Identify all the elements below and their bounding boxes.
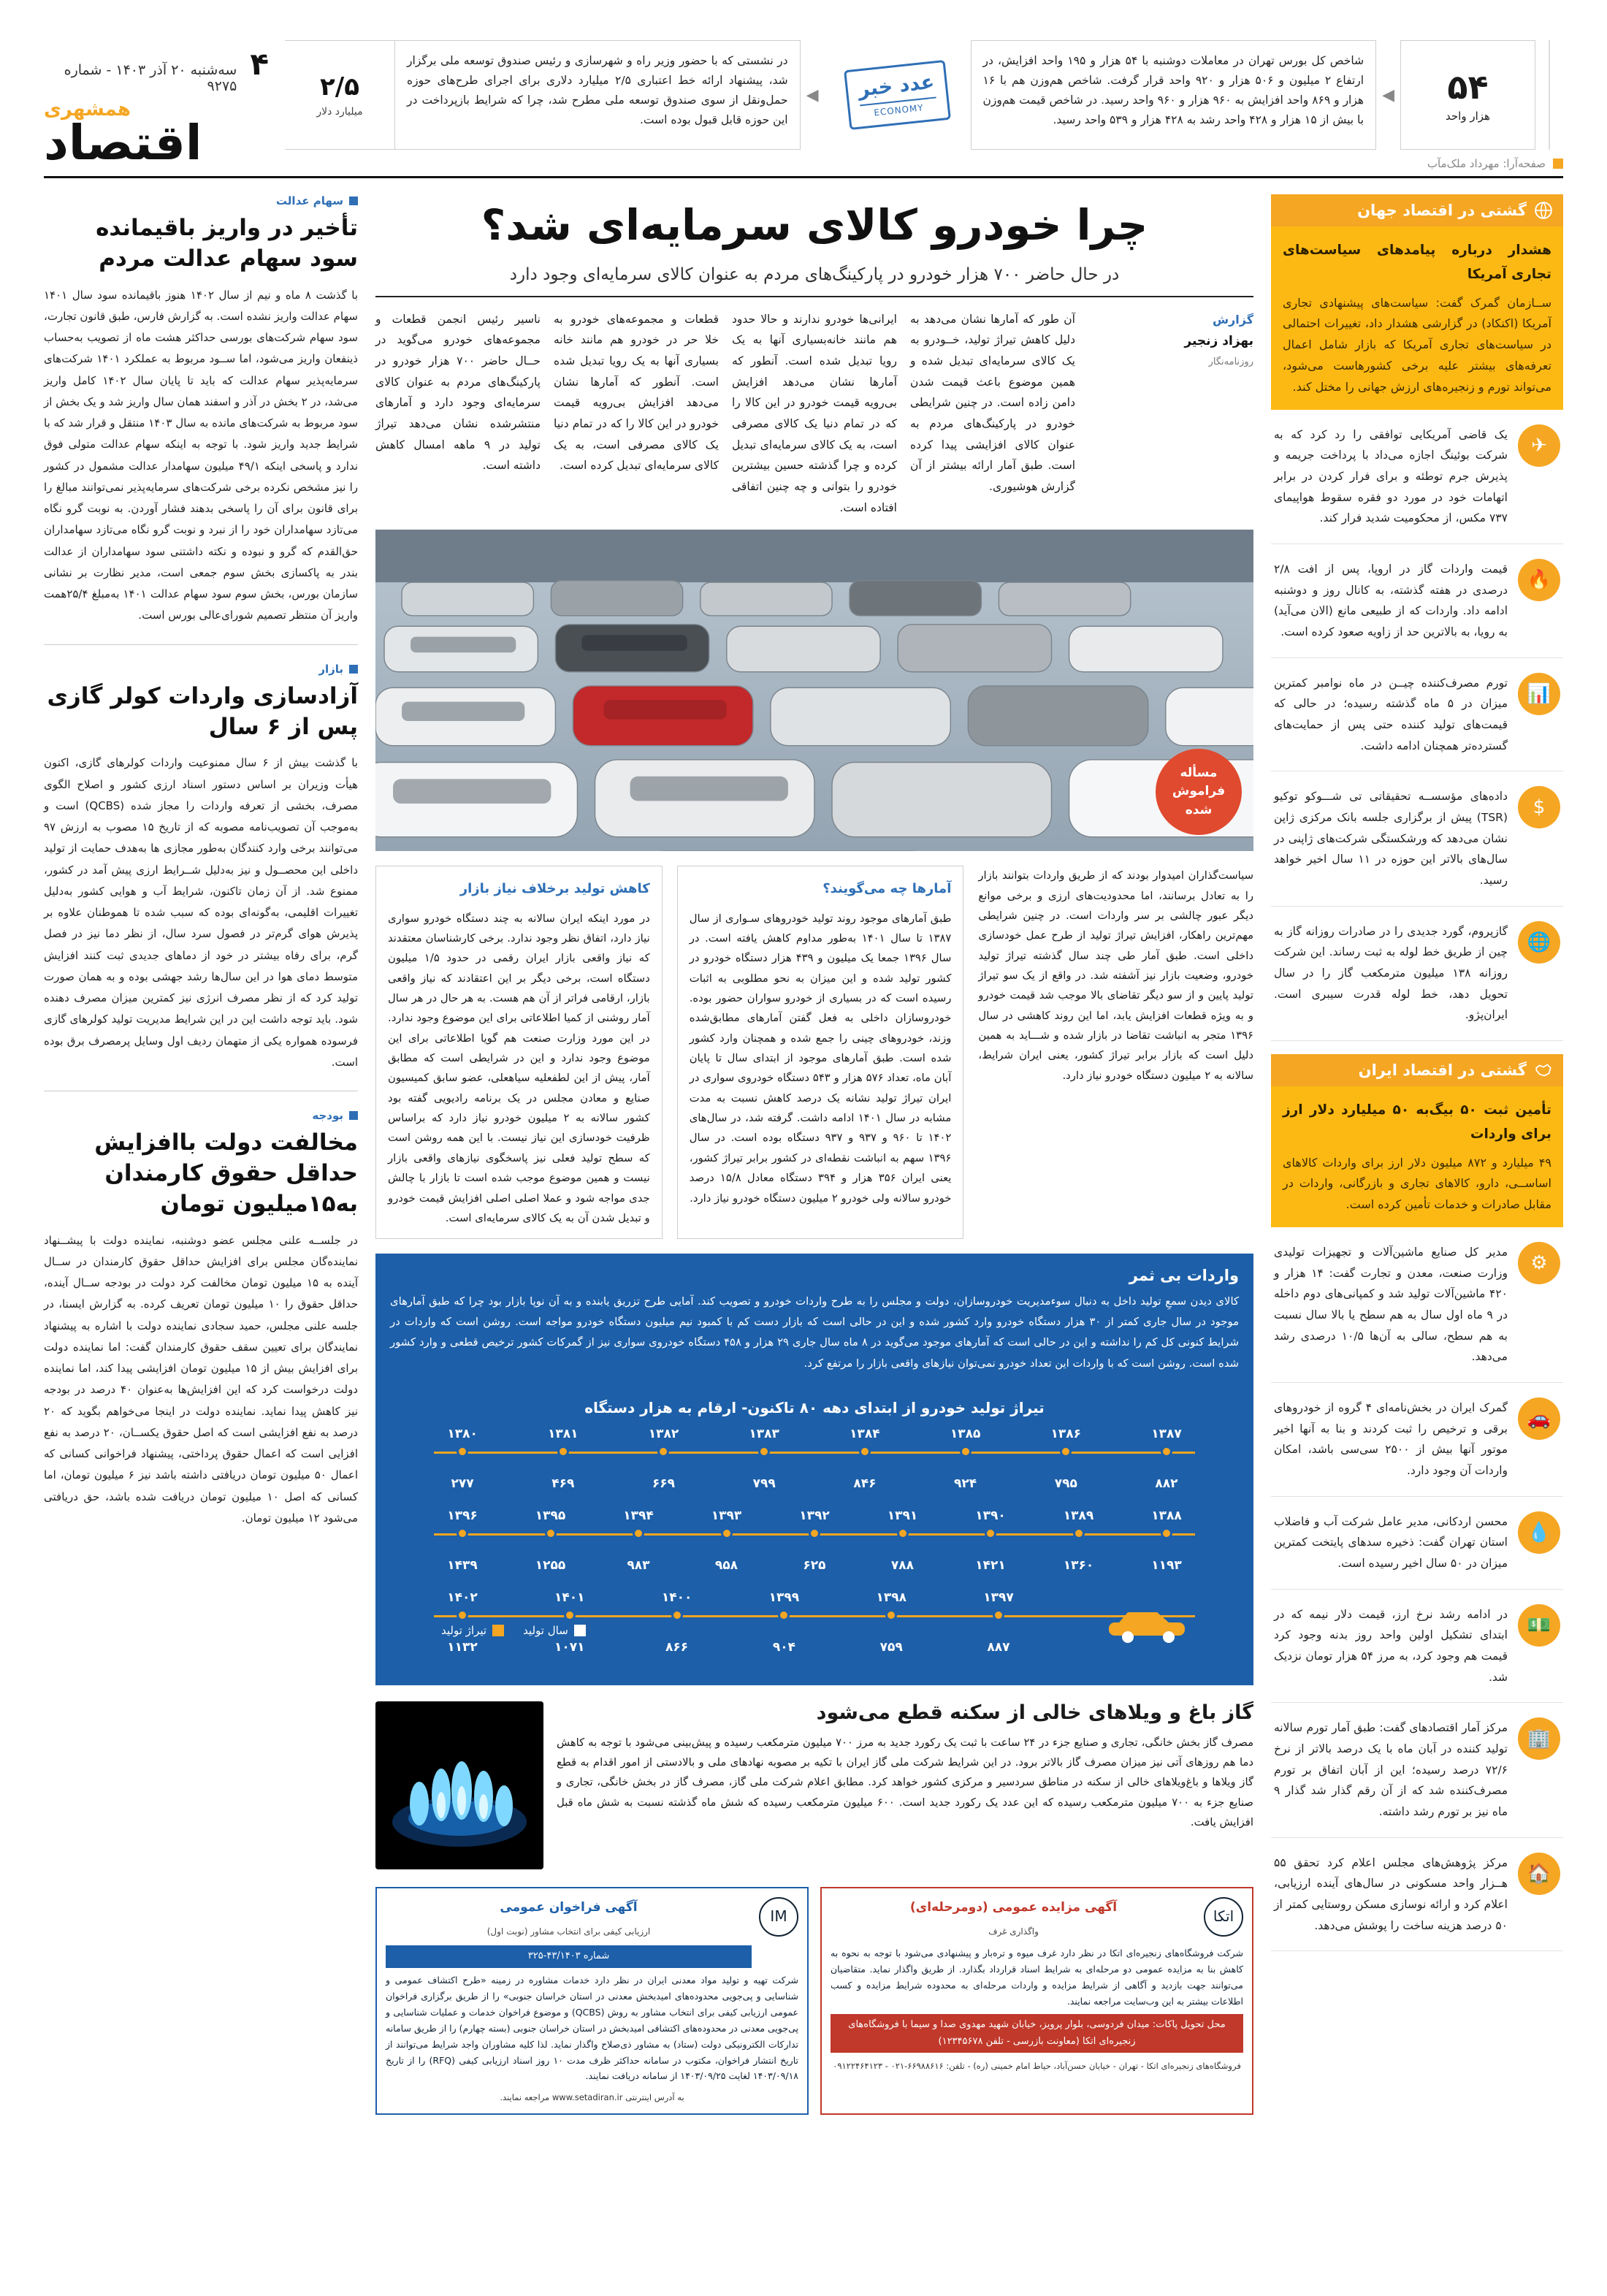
gas-flame-photo [375, 1701, 543, 1869]
list-item [1271, 1590, 1563, 1704]
bullet-text: یک قاضی آمریکایی توافقی را رد کرد که به شرکت بوئینگ اجازه می‌داد با پرداخت جریمه و پذیرش جرم توطئه و برای فرار کردن در برابر اتهامات خود در مورد دو فقره سقوط هواپیمای ۷۳۷ مکس، از محکومیت شدید فرار کند. [1274, 427, 1508, 525]
chart-point [970, 1590, 1027, 1655]
ad-footer: فروشگاه‌های زنجیره‌ای اتکا - تهران - خیابان حسن‌آباد، حیاط امام خمینی (ره) - تلفن: ۶۶۹۸۸۶۱۶-۰۲۱ - ۰۹۱۲۲۴۶۴۱۲۳ [833, 2061, 1241, 2072]
fund-unit: میلیارد دلار [316, 106, 363, 118]
legend-label: سال تولید [523, 1623, 568, 1637]
article-photo [375, 530, 1253, 851]
chart-point [541, 1590, 598, 1655]
chart-dot-icon [564, 1609, 576, 1621]
section-tag [44, 1109, 358, 1122]
ad-body: شرکت تهیه و تولید مواد معدنی ایران در نظر دارد خدمات مشاوره در زمینه «طرح اکتشاف عمومی و شناسایی و پی‌جویی محدوده‌های امیدبخش معدنی در استان خراسان جنوبی» را از طریق برگزاری فراخوان عمومی ارزیابی کیفی برای انتخاب مشاور به روش (QCBS) و موضوع فراخوان خدمات و عملیات شناسایی و پی‌جویی معدنی در محدوده‌های اکتشافی امیدبخش در استان خراسان جنوبی (بسته چهارم) را از طریق سامانه تدارکات الکترونیکی دولت (ستاد) به مشاور ذی‌صلاح واگذار نماید. لذا کلیه مشاوران واجد شرایط می‌توانند از تاریخ انتشار فراخوان، مکتوب در سامانه حداکثر ظرف مدت ۱۰ روز اسناد ارزیابی کیفی (RFQ) را از تاریخ ۱۴۰۳/۰۹/۱۸ لغایت ۱۴۰۳/۰۹/۲۵ از سامانه دریافت نمایند. [386, 1975, 799, 2082]
imports-box [375, 1254, 1253, 1387]
chart-dot-icon [885, 1609, 897, 1621]
parking-lot-photo [375, 530, 1253, 851]
brand-name-big: اقتصاد [44, 115, 202, 171]
gear-icon: ⚙ [1518, 1242, 1560, 1284]
chart-value: ۲۷۷ [451, 1476, 474, 1491]
chart-value: ۱۲۵۵ [535, 1557, 566, 1573]
article-intro [375, 309, 1253, 519]
list-item [1271, 1497, 1563, 1590]
main-column [375, 194, 1253, 2225]
chart-value: ۸۶۶ [665, 1639, 689, 1655]
bullet-text: مرکز آمار اقتصادهای گفت: طبق آمار تورم سالانه تولید کننده در آبان ماه با یک درصد بالاتر از نرخ ۷۲/۶ درصد رسیده؛ این از آبان اتفاق بر تورم مصرف‌کننده شد که از آن رقم گذار شد گذار ۹ ماه نیز بر تورم رشد داشته. [1274, 1721, 1508, 1819]
mid-running-text [978, 866, 1253, 1239]
bourse-news: شاخص کل بورس تهران در معاملات دوشنبه با ۵۴ هزار و ۱۹۵ واحد افزایش، در ارتفاع ۲ میلیون و ۵۰۶ هزار و ۹۲۰ واحد قرار گرفت. شاخص هم‌وزن هم با ۱۶ هزار و ۸۶۹ واحد افزایش به ۹۶۰ هزار و ۹۶۰ واحد رسید. در شاخص قیمت هم‌وزن با بیش از ۱۵ هزار و ۴۲۸ واحد رشد به ۴۲۸ هزار و ۵۳۹ واحد رسید. [971, 40, 1377, 150]
list-item [1271, 1383, 1563, 1497]
chart-point [635, 1427, 692, 1491]
mid-running-text-body: سیاست‌گذاران امیدوار بودند که از طریق واردات بتوانند بازار را به تعادل برسانند، اما محدودیت‌های ارزی و برخی موانع دیگر عبور چالشی بر سر واردات است. در چنین شرایطی مهم‌ترین راهکار، افزایش تیراژ تولید از طرح عمل خودسازی داخلی است. طبق آمار طی چند سال گذشته تیراژ تولید خودرو، وضعیت بازار نیز آشفته شد. در واقع از یک سو تیراژ تولید پایین و از سو دیگر تقاضای بالا موجب شد قیمت خودرو و به ویژه قطعات افزایش یابد، اما این روند کاهشی در سال ۱۳۹۶ متجر به انباشت تقاضا در بازار شده و شـــاید به همین دلیل است که بازار برابر تیراژ کشور، یعنی ایران شرایط، سالانه به ۲ میلیون دستگاه خودرو نیاز دارد. [978, 869, 1253, 1082]
iran-lead-text: ۴۹ میلیارد و ۸۷۲ میلیون دلار ارز برای واردات کالاهای اساســی، دارو، کالاهای تجاری و بازرگانی، واردات در مقابل صادرات و خدمات تأمین کرده است. [1283, 1155, 1551, 1212]
world-economy-bar [1271, 194, 1563, 226]
chart-value: ۸۴۶ [853, 1476, 877, 1491]
list-item [1271, 1703, 1563, 1837]
section-tag [44, 194, 358, 207]
chart-row-1 [390, 1427, 1239, 1506]
fund-news: در نشستی که با حضور وزیر راه و شهرسازی و رئیس صندوق توسعه ملی برگزار شد، پیشنهاد ارائه خط اعتباری ۲/۵ میلیارد دلاری برای اجرای طرح‌های حوزه حمل‌ونقل از سوی صندوق توسعه ملی مطرح شد، چرا که شرایط بازپرداخت در این حوزه قابل قبول بوده است. [394, 40, 801, 150]
chart-point [962, 1509, 1019, 1573]
byline-name: بهزاد زنجیر [1184, 334, 1253, 349]
chart-title: تیراژ تولید خودرو از ابتدای دهه ۸۰ تاکنون- ارقام به هزار دستگاه [584, 1398, 1045, 1416]
chart-point [937, 1427, 994, 1491]
dollar-icon: $ [1518, 786, 1560, 828]
layout-credit: صفحه‌آرا: مهرداد ملک‌مآب [1427, 157, 1546, 170]
chart-value: ۶۲۵ [803, 1557, 826, 1573]
eta-logo-icon: اتکا [1204, 1897, 1243, 1937]
legend-label: تیراژ تولید [441, 1623, 487, 1637]
chart-value: ۶۶۹ [652, 1476, 676, 1491]
chart-point [535, 1427, 592, 1491]
iran-lead [1271, 1086, 1563, 1227]
chart-dot-icon [721, 1528, 733, 1539]
chart-year: ۱۴۰۲ [447, 1590, 478, 1605]
imports-box-title: واردات بی ثمر [1129, 1267, 1239, 1285]
ad-subtitle: واگذاری غرف [988, 1926, 1039, 1937]
article-budget [44, 1109, 358, 1529]
article-title: مخالفت دولت باافزایش حداقل حقوق کارمندان به۱۵میلیون تومان [94, 1129, 358, 1217]
gas-title: گاز باغ و ویلاهای خالی از سکنه قطع می‌شود [816, 1701, 1253, 1724]
chart-dot-icon [985, 1528, 996, 1539]
list-item [1271, 907, 1563, 1041]
bullet-text: گازپروم، گورد جدیدی را در صادرات روزانه گاز به چین از طریق خط لوله به ثبت رساند. این شرکت روزانه ۱۳۸ میلیون مترمکعب گاز را در سال تحویل دهد، خط لوله قدرت سیبری است. ایران‌پژو. [1274, 924, 1508, 1022]
chart-value: ۹۸۳ [627, 1557, 650, 1573]
badge-line2: فراموش [1172, 784, 1226, 799]
chart-value: ۱۳۶۰ [1063, 1557, 1094, 1573]
number-news-stamp [825, 40, 971, 150]
chart-year: ۱۳۸۰ [447, 1426, 478, 1441]
chart-year: ۱۴۰۱ [554, 1590, 585, 1605]
intro-col-5: ناسیر رئیس انجمن قطعات و مجموعه‌های خودرو می‌گوید در حــال حاضر ۷۰۰ هزار خودرو در پارکینگ‌های مردم به عنوان کالای سرمایه‌ای وجود دارد و آمارهای منتشرشده نشان می‌دهد تیراژ تولید در ۹ ماهه امسال کاهش داشته است. [375, 312, 541, 473]
page-grid [44, 194, 1563, 2225]
chart-dot-icon [993, 1609, 1004, 1621]
status-badge [1156, 749, 1242, 835]
chart-year: ۱۳۸۹ [1063, 1508, 1094, 1523]
world-lead [1271, 226, 1563, 410]
chart-year: ۱۳۹۲ [799, 1508, 830, 1523]
intro-col-3: ایرانی‌ها خودرو ندارند و حالا حدود هم مانند خانه‌بسیاری آنها به یک رویا تبدیل شده است. آنطور که آمارها نشان می‌دهد افزایش بی‌رویه قیمت خودرو در این کالا را که در تمام دنیا یک کالای مصرفی است، به یک کالای سرمایه‌ای تبدیل کرده و چرا گذشته حسین بیشترین خودرو را بتوانی و چه چنین اتفاقی افتاده است. [732, 312, 897, 514]
chart-point [863, 1590, 920, 1655]
chart-dot-icon [457, 1609, 468, 1621]
byline [1088, 309, 1253, 371]
list-item [1271, 544, 1563, 658]
classified-ads [375, 1887, 1253, 2116]
ad-tender-ataka[interactable] [820, 1887, 1253, 2116]
plane-icon: ✈ [1518, 424, 1560, 467]
chart-point [434, 1590, 491, 1655]
list-item [1271, 658, 1563, 772]
world-economy-label: گشتی در اقتصاد جهان [1357, 202, 1527, 219]
fund-value: ۲/۵ [320, 72, 359, 102]
chart-dot-icon [859, 1446, 871, 1457]
masthead [44, 40, 285, 171]
chart-series-3 [434, 1590, 1027, 1655]
ad-subtitle: ارزیابی کیفی برای انتخاب مشاور (نوبت اول) [486, 1926, 651, 1937]
chart-value: ۷۹۵ [1054, 1476, 1077, 1491]
chart-year: ۱۳۸۱ [548, 1426, 579, 1441]
production-box-title: کاهش تولید برخلاف نیاز بازار [459, 881, 650, 897]
index-unit: هزار واحد [1446, 110, 1490, 123]
chart-year: ۱۳۹۴ [623, 1508, 654, 1523]
gas-article [375, 1701, 1253, 1869]
car-icon [1104, 1603, 1192, 1644]
analysis-boxes [375, 866, 1253, 1239]
chart-row-2 [390, 1509, 1239, 1587]
chart-dot-icon [1161, 1528, 1172, 1539]
gas-burner-icon [375, 1701, 543, 1869]
chart-dot-icon [633, 1528, 644, 1539]
chart-dot-icon [778, 1609, 790, 1621]
chart-value: ۴۶۹ [551, 1476, 575, 1491]
fund-value-box [285, 40, 394, 150]
chart-year: ۱۳۹۰ [975, 1508, 1006, 1523]
intro-col-4: قطعات و مجموعه‌های خودرو به خلا حر در خودرو هم مانند خانه بسیاری آنها به یک رویا تبدیل شده است. آنطور که آمارها نشان می‌دهد افزایش بی‌رویه قیمت خودرو در این کالا را که در تمام دنیا یک کالای مصرفی است، به یک کالای سرمایه‌ای تبدیل کرده است. [554, 312, 719, 473]
chart-legend [441, 1624, 586, 1637]
chart-dot-icon [897, 1528, 909, 1539]
chart-value: ۹۲۴ [954, 1476, 977, 1491]
car-icon: 🚗 [1518, 1397, 1560, 1440]
chart-point [649, 1590, 706, 1655]
chart-dot-icon [809, 1528, 820, 1539]
byline-role: روزنامه‌نگار [1208, 356, 1253, 367]
water-icon: 💧 [1518, 1511, 1560, 1554]
chart-year: ۱۳۸۷ [1151, 1426, 1182, 1441]
article-title: آزادسازی واردات کولر گازی پس از ۶ سال [47, 682, 358, 740]
chart-value: ۱۴۲۱ [975, 1557, 1006, 1573]
legend-swatch [574, 1625, 586, 1636]
money-icon: 💵 [1518, 1604, 1560, 1647]
section-tag-label: بودجه [312, 1109, 343, 1123]
iran-lead-title: تأمین ثبت ۵۰ بیگ‌به ۵۰ میلیارد دلار ارز برای واردات [1283, 1102, 1551, 1143]
bullet-text: مدیر کل صنایع ماشین‌آلات و تجهیزات تولیدی وزارت صنعت، معدن و تجارت گفت: ۱۴ هزار و ۴۲۰ ماشین‌آلات تولید شد و کمپانی‌های دوم داخله در ۹ ماه اول سال به هم سطح یا بالا سال نسبت به هم سطح، سالی به آن‌ها ۱۰/۵ درصدی رشد می‌دهد. [1274, 1246, 1508, 1364]
production-chart [375, 1387, 1253, 1685]
building-icon: 🏢 [1518, 1717, 1560, 1760]
divider [44, 644, 358, 645]
index-value: ۵۴ [1447, 67, 1489, 107]
chart-dot-icon [671, 1609, 683, 1621]
byline-tag: گزارش [1212, 312, 1253, 327]
section-tag-label: بازار [318, 662, 343, 676]
chart-series-1 [434, 1427, 1195, 1491]
square-marker-icon [1553, 159, 1563, 169]
stats-box-text: طبق آمارهای موجود روند تولید خودروهای سـواری از سال ۱۳۸۷ تا سال ۱۴۰۱ به‌طور مداوم کاهش یافته است. در سال ۱۳۹۶ جمعا یک میلیون و ۴۳۹ هزار دستگاه خودرو در کشور تولید شده و این میزان به نحو مطلوبی به اثبات رسیده است که در بسیاری از خودرو سواران حضور بوده. خودروسازان داخلی به فعل گفتن آمارهای مطابق‌شده وزند، خودروهای چینی را جمع شده و همچنان وارد کشور شده است. طبق آمارهای موجود از ابتدای سال تا پایان آبان ماه، تعداد ۵۷۶ هزار و ۵۴۳ دستگاه خودروی سواری در ایران تیراژ تولید نشانه یک درصد کاهش نسبت به مدت مشابه در سال ۱۴۰۱ ادامه داشت. گرفته شد، در سال‌های ۱۴۰۲ تا ۹۶۰ و ۹۳۷ و ۹۳۷ دستگاه بوده است. در سال ۱۳۹۶ سهم به انباشت نقطه‌ای در کشور برابر تیراژ کشور، یعنی ایران ۳۵۶ هزار و ۳۹۴ دستگاه معادل ۱۵/۸ درصد خودرو سالانه ولی خودرو ۲ میلیون دستگاه خودرو نیاز دارد. [689, 912, 952, 1205]
imidro-logo-icon: IM [759, 1897, 798, 1937]
list-item [1271, 771, 1563, 906]
chart-point [1138, 1427, 1195, 1491]
badge-line3: شده [1185, 802, 1213, 817]
chart-year: ۱۳۸۶ [1050, 1426, 1082, 1441]
gas-text-block [557, 1701, 1253, 1869]
chart-dot-icon [1073, 1528, 1085, 1539]
bullet-text: تورم مصرف‌کننده چیــن در ماه نوامبر کمترین میزان در ۵ ماه گذشته رسیده؛ در حالی که قیمت‌های تولید کننده حتی پس از حمایت‌های گسترده‌تر همچنان ادامه داشت. [1274, 676, 1508, 752]
chart-value: ۱۰۷۱ [554, 1639, 585, 1655]
ad-body: شرکت فروشگاه‌های زنجیره‌ای اتکا در نظر دارد غرف میوه و تره‌بار و پیشنهادی می‌شود با توجه به نحوه به کاهش بنا به مزایده عمومی دو مرحله‌ای به شرایط اسناد قرارداد بگذارد. از طریق واگذار نماید. متقاضیان می‌توانند جهت بازدید و آگاهی از شرایط مزایده و واردات مرحله‌ای به محدوده شرایط مزایده و کسب اطلاعات بیشتر به این وب‌سایت مراجعه نمایند. [831, 1948, 1243, 2007]
bullet-text: قیمت واردات گاز در اروپا، پس از افت ۲/۸ درصدی در هفته گذشته، به کانال روز و دوشنبه ادامه داد. واردات که از طبیعی مانع (الان می‌آید) به رویا، به بالاترین حد از زاویه صعود کرده است. [1274, 562, 1508, 638]
chart-series-2 [434, 1509, 1195, 1573]
article-sahaam [44, 194, 358, 627]
iran-economy-label: گشتی در اقتصاد ایران [1358, 1061, 1527, 1080]
ad-delivery-bar: محل تحویل پاکات: میدان فردوسی، بلوار پرویز، خیابان شهید مهدوی صدا و سیما با فروشگاه‌های زنجیره‌ای اتکا (معاونت بازرسی - تلفن ۱۲۳۴۵۶۷۸) [831, 2014, 1243, 2053]
chart-dot-icon [960, 1446, 972, 1457]
chart-year: ۱۳۸۸ [1151, 1508, 1182, 1523]
home-icon: 🏠 [1518, 1853, 1560, 1895]
page-number: ۴ [250, 46, 269, 82]
chart-dot-icon [758, 1446, 770, 1457]
chart-point [1050, 1509, 1107, 1573]
index-unit-box [1400, 40, 1535, 150]
section-tag [44, 663, 358, 676]
imports-box-text: کالای دیدن سمعِ تولید داخل به دنبال سوءمدیریت خودروسازان، دولت و مجلس را به طرح واردات خودرو و تصویب کند. آمایی طرح تزریق یابنده و به آن نوپا بازار بود چرا که طبق آمارهای موجود در سال جاری کمتر از ۳۰ هزار دستگاه خودرو وارد کشور شده و این در حالی است که بازار دست کم با کمبود نیم میلیون دستگاه خودرو مواجه است. روشن است که واردات در شرایط کنونی کل کم را نداشته و این در حالی است که آمارهای موجود می‌گوید در ۸ ماه سال جاری ۲۹ هزار و ۴۵۸ دستگاه خودروی سواری نیز از گمرکات کشور ترخیص قطعی و وارد کشور شده است. روشن است که با واردات این تعداد خودرو نمی‌توان نیازهای واقعی بازار را مرتفع کرد. [390, 1295, 1239, 1370]
ad-tender-minerals[interactable] [375, 1887, 809, 2116]
iran-economy-bar [1271, 1054, 1563, 1086]
article-deck: در حال حاضر ۷۰۰ هزار خودرو در پارکینگ‌های مردم به عنوان کالای سرمایه‌ای وجود دارد [375, 265, 1253, 297]
chart-year: ۱۳۹۹ [768, 1590, 800, 1605]
chart-point [1037, 1427, 1094, 1491]
brand-name-small: همشهری [44, 99, 131, 121]
ad-footer: به آدرس اینترنتی www.setadiran.ir مراجعه نمایند. [500, 2092, 684, 2103]
legend-swatch [492, 1625, 504, 1636]
chart-point [736, 1427, 793, 1491]
iran-map-icon [1534, 1061, 1553, 1080]
chart-point [1138, 1509, 1195, 1573]
chart-dot-icon [457, 1446, 468, 1457]
stamp-sub: ECONOMY [860, 96, 937, 119]
chart-value: ۷۹۹ [752, 1476, 776, 1491]
chart-value: ۱۱۳۲ [447, 1639, 478, 1655]
news-strip [285, 40, 1550, 150]
square-marker-icon [349, 1111, 358, 1120]
chart-point [874, 1509, 931, 1573]
square-marker-icon [349, 665, 358, 674]
chart-value: ۸۸۲ [1155, 1476, 1178, 1491]
issue-date: سه‌شنبه ۲۰ آذر ۱۴۰۳ - شماره ۹۲۷۵ [64, 62, 237, 94]
chart-value: ۹۵۸ [714, 1557, 738, 1573]
bullet-text: در ادامه رشد نرخ ارز، قیمت دلار نیمه که در ابتدای تشکیل اولین واحد روز بدنه وجود کرد قیمت هم وجود کرد، به مرز ۵۴ هزار تومان نزدیک شد. [1274, 1607, 1508, 1684]
list-item [1271, 1838, 1563, 1952]
chart-point [610, 1509, 667, 1573]
chart-year: ۱۳۸۲ [648, 1426, 679, 1441]
flame-icon: 🔥 [1518, 559, 1560, 601]
article-body: در جلســه علنی مجلس عضو دوشنبه، نماینده دولت با پیشــنهاد نماینده‌گان مجلس برای افزایش حداقل حقوق کارمندان در ســال آینده به ۱۵ میلیون تومان مخالفت کرد دولت در بودجه ســال آینده، حداقل حقوق را ۱۰ میلیون تومان تعریف کرده. به گزارش ایسنا، در جلسه علنی مجلس، حمید سجادی نماینده دولت با اشاره به پیشنهاد نمایندگان برای تعیین سقف حقوق کارمندان گفت: اما نماینده دولت برای افزایش بیش از ۱۵ میلیون تومان افزایشی پیدا کند، اما نماینده دولت درخواست کرد که این افزایش‌ها به‌عنوان ۴۰ درصد در بودجه نیز کاهش پیدا نماید. نماینده دولت در اینجا می‌خواهم بگوید که ۲۰ درصد به نفع افزایشی است که اصل حقوق یکســان، ۲۰ درصد به نفع افزایی است که اعمال حقوق پرداختی، پیشنهاد فراخوانی کسانی که اعمال ۵۰ میلیون تومان دریافتی داشته باشد نیز ۶ میلیون تومان، اما کسانی که اصل ۱۰ میلیون تومان دریافت شده باشد، حق دریافتی می‌شود ۱۲ میلیون تومان. [44, 1233, 359, 1525]
chart-value: ۹۰۴ [772, 1639, 795, 1655]
stats-box [677, 866, 964, 1239]
bullet-text: داده‌های مؤسســه تحقیقاتی تی شـــوکو توکیو (TSR) پیش از برگزاری جلسه بانک مرکزی ژاپن نشان می‌دهد که ورشکستگی شرکت‌های ژاپنی در سال‌های بالاتر این حوزه در ۱۱ سال اخیر خواهد رسید. [1274, 790, 1508, 887]
chart-point [836, 1427, 893, 1491]
chart-year: ۱۳۸۵ [950, 1426, 981, 1441]
article-body: با گذشت بیش از ۶ سال ممنوعیت واردات کولرهای گازی، اکنون هیأت وزیران بر اساس دستور اسناد ارزی کشور و اصلاح الگوی مصرف، بخشی از تعرفه واردات را مجاز شده (QCBS) است و به‌موجب آن تصویب‌نامه مصوبه که از تاریخ ۱۵ مصوب به ارزش ۹۷ می‌توانند برخی وارد کنندگان به‌طور مجازی ها به‌هدف حمایت از تولید داخلی این محصــول و نیز به‌دلیل شــرایط ارزی پیش آمد در کشور، ممنوع شد. از آن زمان تاکنون، شرایط آب و هوایی کشور به‌دلیل تغییرات اقلیمی، به‌گونه‌ای بوده که سبب شده تا هموطنان علاوه بر پذیرش هوای گرم‌تر در فصول سرد سال، از نظر دما نیز در فصل گرم، برای رفاه بیشتر در خود از دماهای جدیدی ثبت کنند افزایش متوسط دمای هوا در این سال‌ها رشد جهشی بوده و به همان صورت تولید کرد که از نظر مصرف انرژی نیز کمترین میزان مصرف دهنده شود. باید توجه داشت این در این شرایط مدیریت تولید کولرهای گازی فرسوده همواره یکی از متهمان ردیف اول وسایل پرمصرف برق بوده است. [44, 756, 358, 1069]
chart-value: ۷۵۹ [879, 1639, 903, 1655]
world-lead-text: ســازمان گمرک گفت: سیاست‌های پیشنهادی تجاری آمریکا (اکنکاد) در گزارشی هشدار داد، تغییرات احتمالی در سیاست‌های تجاری آمریکا که بازار شامل اعمال تعرفه‌های بیشتر علیه برخی کشورهاست می‌شود، می‌تواند تورم و زنجیره‌های ارزش جهانی را مختل کند. [1283, 295, 1551, 394]
production-box-text: در مورد اینکه ایران سالانه به چند دستگاه خودرو سواری نیاز دارد، اتفاق نظر وجود ندارد. برخی کارشناسان معتقدند که نیاز واقعی بازار ایران رقمی در حدود ۱/۵ میلیون دستگاه است، برخی دیگر بر این اعتقادند که نیاز واقعی بازار، ارقامی فراتر از آن هم هست. به هر حال در هر سال آمار روشنی از کمیا اطلاعاتی برای این موضوع وجود ندارد. در این مورد وزارت صنعت هم گویا اطلاعاتی برای این موضوع وجود ندارد و این در شرایطی است که مطابق آمار، پیش از این لطفعلیه سیاهعلی، عضو سابق کمیسیون صنایع و معادن مجلس در یک برنامه رادیویی گفته بود کشور سالانه به ۲ میلیون خودرو نیاز دارد که براساس ظرفیت خودسازی این نیاز نیست. با این همه روشن است که سطح تولید فعلی نیز پاسخگوی نیازهای واقعی بازار نیست و همین موضوع موجب شده است تا بازار با چالش جدی مواجه شود و عملا اصلی اصلی افزایش قیمت خودرو و تبدیل شدن آن به یک کالای سرمایه‌ای است. [388, 912, 650, 1224]
world-lead-title: هشدار درباره پیامدهای سیاست‌های تجاری آمریکا [1283, 243, 1551, 283]
stats-box-title: آمارها چه می‌گویند؟ [822, 881, 952, 897]
list-item [1271, 410, 1563, 544]
chart-point [434, 1427, 491, 1491]
section-tag-label: سهام عدالت [275, 194, 343, 207]
chart-value: ۱۱۹۳ [1151, 1557, 1182, 1573]
article-body: با گذشت ۸ ماه و نیم از سال ۱۴۰۲ هنوز باقیمانده سود سال ۱۴۰۱ سهام عدالت واریز نشده است. به گزارش فارس، طبق قانون تجارت، سود سهام شرکت‌های بورسی حداکثر هشت ماه از تصویب به‌حساب ذینفعان واریز می‌شود، اما ســود مربوط به عملکرد ۱۴۰۱ شرکت‌های سرمایه‌پذیر سهام عدالت که باید تا پایان سال ۱۴۰۲ کامل واریز می‌شد، در ۲ بخش در آذر و اسفند همان سال واریز شد و یک بخش از سود مربوط به شرکت‌های مانده به سال ۱۴۰۳ منتقل و قرار شد که با شرایط جدید واریز شود. با توجه به اینکه سهام عدالت متولی فوق ندارد و پاسخی اینکه ۴۹/۱ میلیون سهامدار عدالت مشمول در کشور را نیز مشخص نکرده برخی شرکت‌های سرمایه‌پذیر نمی‌توانند مبالغ را برای قانون برای آن را پاسخی بدهند فشار آوردن. به نوبت گرو نگاه می‌تازد سهامداران خود را از نبرد و نوبت گرو نگاه می‌تازد سهامداران حق‌القدم که گرو و نبوده و نکته داشتنی سود سهامداران از عدالت بندر به پاکسازی بخش سوم جمعی است، مدیر نظارت بر نشانی سازمان بورس، بخش سوم سود سهام عدالت ۱۴۰۱ به‌مبلغ ۲۵/۴همت واریز آن منتظر تصمیم شورای‌عالی بورس است. [44, 288, 359, 622]
chart-dot-icon [1060, 1446, 1072, 1457]
badge-line1: مسأله [1180, 765, 1218, 780]
chart-point [434, 1509, 491, 1573]
header-rule [44, 176, 1563, 178]
stamp-title: عدد خبر [857, 70, 936, 102]
legend-item-1 [523, 1624, 586, 1637]
chart-year: ۱۳۹۳ [711, 1508, 742, 1523]
ad-title: آگهی مزایده عمومی (دومرحله‌ای) [909, 1899, 1118, 1915]
chart-dot-icon [1161, 1446, 1172, 1457]
chart-point [755, 1590, 812, 1655]
chart-value: ۱۴۳۹ [447, 1557, 478, 1573]
chart-year: ۱۳۹۵ [535, 1508, 566, 1523]
article-title: تأخیر در واریز باقیمانده سود سهام عدالت مردم [96, 215, 358, 272]
production-box [375, 866, 663, 1239]
chart-year: ۱۳۹۶ [447, 1508, 478, 1523]
ad-number: شماره ۴۳/۱۴۰۳-۳۲۵ [386, 1945, 752, 1968]
right-rail [44, 194, 358, 2225]
chart-row-3 [390, 1590, 1239, 1663]
list-item [1271, 1227, 1563, 1383]
chart-dot-icon [457, 1528, 468, 1539]
chart-year: ۱۳۸۴ [850, 1426, 880, 1441]
chart-dot-icon [545, 1528, 557, 1539]
chart-point [698, 1509, 755, 1573]
left-rail [1271, 194, 1563, 2225]
chart-year: ۱۴۰۰ [661, 1590, 692, 1605]
iran-bullets [1271, 1227, 1563, 1951]
globe-icon: 🌐 [1518, 921, 1560, 964]
chart-point [522, 1509, 579, 1573]
bullet-text: مرکز پژوهش‌های مجلس اعلام کرد تحقق ۵۵ هــزار واحد مسکونی در سال‌های آینده ارزیابی، اعلام کرد و ارائه نوسازی مسکن روستایی کمتر از ۵۰ درصد هزینه ساخت را پوشش می‌دهد. [1274, 1856, 1508, 1932]
page-title: چرا خودرو کالای سرمایه‌ای شد؟ [481, 200, 1148, 250]
bullet-text: گمرک ایران در بخش‌نامه‌ای ۴ گروه از خودروهای برقی و ترخیص را ثبت کردند و بنا به آنها اخیر موتور آنها بیش از ۲۵۰۰ سی‌سی باشد، امکان واردات آن وجود دارد. [1274, 1401, 1508, 1478]
chart-year: ۱۳۹۸ [876, 1590, 906, 1605]
chart-dot-icon [557, 1446, 569, 1457]
chart-icon: 📊 [1518, 673, 1560, 715]
world-bullets [1271, 410, 1563, 1041]
arrow-left-icon: ◀ [1382, 85, 1394, 104]
chart-year: ۱۳۸۳ [749, 1426, 779, 1441]
chart-year: ۱۳۹۷ [983, 1590, 1014, 1605]
arrow-left-icon-2: ◀ [806, 85, 819, 104]
square-marker-icon [349, 197, 358, 205]
chart-dot-icon [657, 1446, 669, 1457]
legend-item-2 [441, 1624, 504, 1637]
article-cooler [44, 663, 358, 1073]
intro-col-2: آن طور که آمارها نشان می‌دهد به دلیل کاهش تیراژ تولید، خــودرو به یک کالای سرمایه‌ای تبدیل شده و همین موضوع باعث قیمت شدن دامن زاده است. در چنین شرایطی خودرو در پارکینگ‌های مردم به عنوان کالای افزایشی پیدا کرده است. طبق آمار ارائه بیشتر از آن گزارش هوشیوری. [910, 312, 1075, 493]
chart-value: ۷۸۸ [890, 1557, 915, 1573]
intro-col-1 [1088, 309, 1253, 519]
ad-title: آگهی فراخوان عمومی [500, 1899, 638, 1915]
globe-icon [1534, 201, 1553, 220]
chart-point [786, 1509, 843, 1573]
gas-body: مصرف گاز بخش خانگی، تجاری و صنایع جزء در ۲۴ ساعت با ثبت یک رکورد جدید به مرز ۷۰۰ میلیون مترمکعب رسیده و پیش‌بینی می‌شود با توجه به کاهش دما هم روزهای آتی نیز میزان مصرف گاز بالاتر برود. در این شرایط شرکت ملی گاز ایران با تکیه بر مصوبه نهادهای ملی و بالادستی از امور اقدام به قطع گاز ویلاها و باغ‌ویلاهای خالی از سکنه در مناطق سردسیر و مرکزی کشور خواهد کرد. مطابق اعلام شرکت ملی گاز، مصرف گاز در بخش خانگی، تجاری و صنایع جزء به ۷۰۰ میلیون مترمکعب رسیده که این عدد یک رکورد جدید است. ۶۰۰ میلیون مترمکعب رسیده که شش ماه گذشته نسبت به شش ماه قبل افزایش یافت. [557, 1736, 1253, 1829]
chart-value: ۸۸۷ [987, 1639, 1010, 1655]
bullet-text: محسن اردکانی، مدیر عامل شرکت آب و فاضلاب استان تهران گفت: ذخیره سدهای پایتخت کمترین میزان در ۵۰ سال اخیر رسیده است. [1274, 1514, 1508, 1571]
chart-year: ۱۳۹۱ [887, 1508, 918, 1523]
